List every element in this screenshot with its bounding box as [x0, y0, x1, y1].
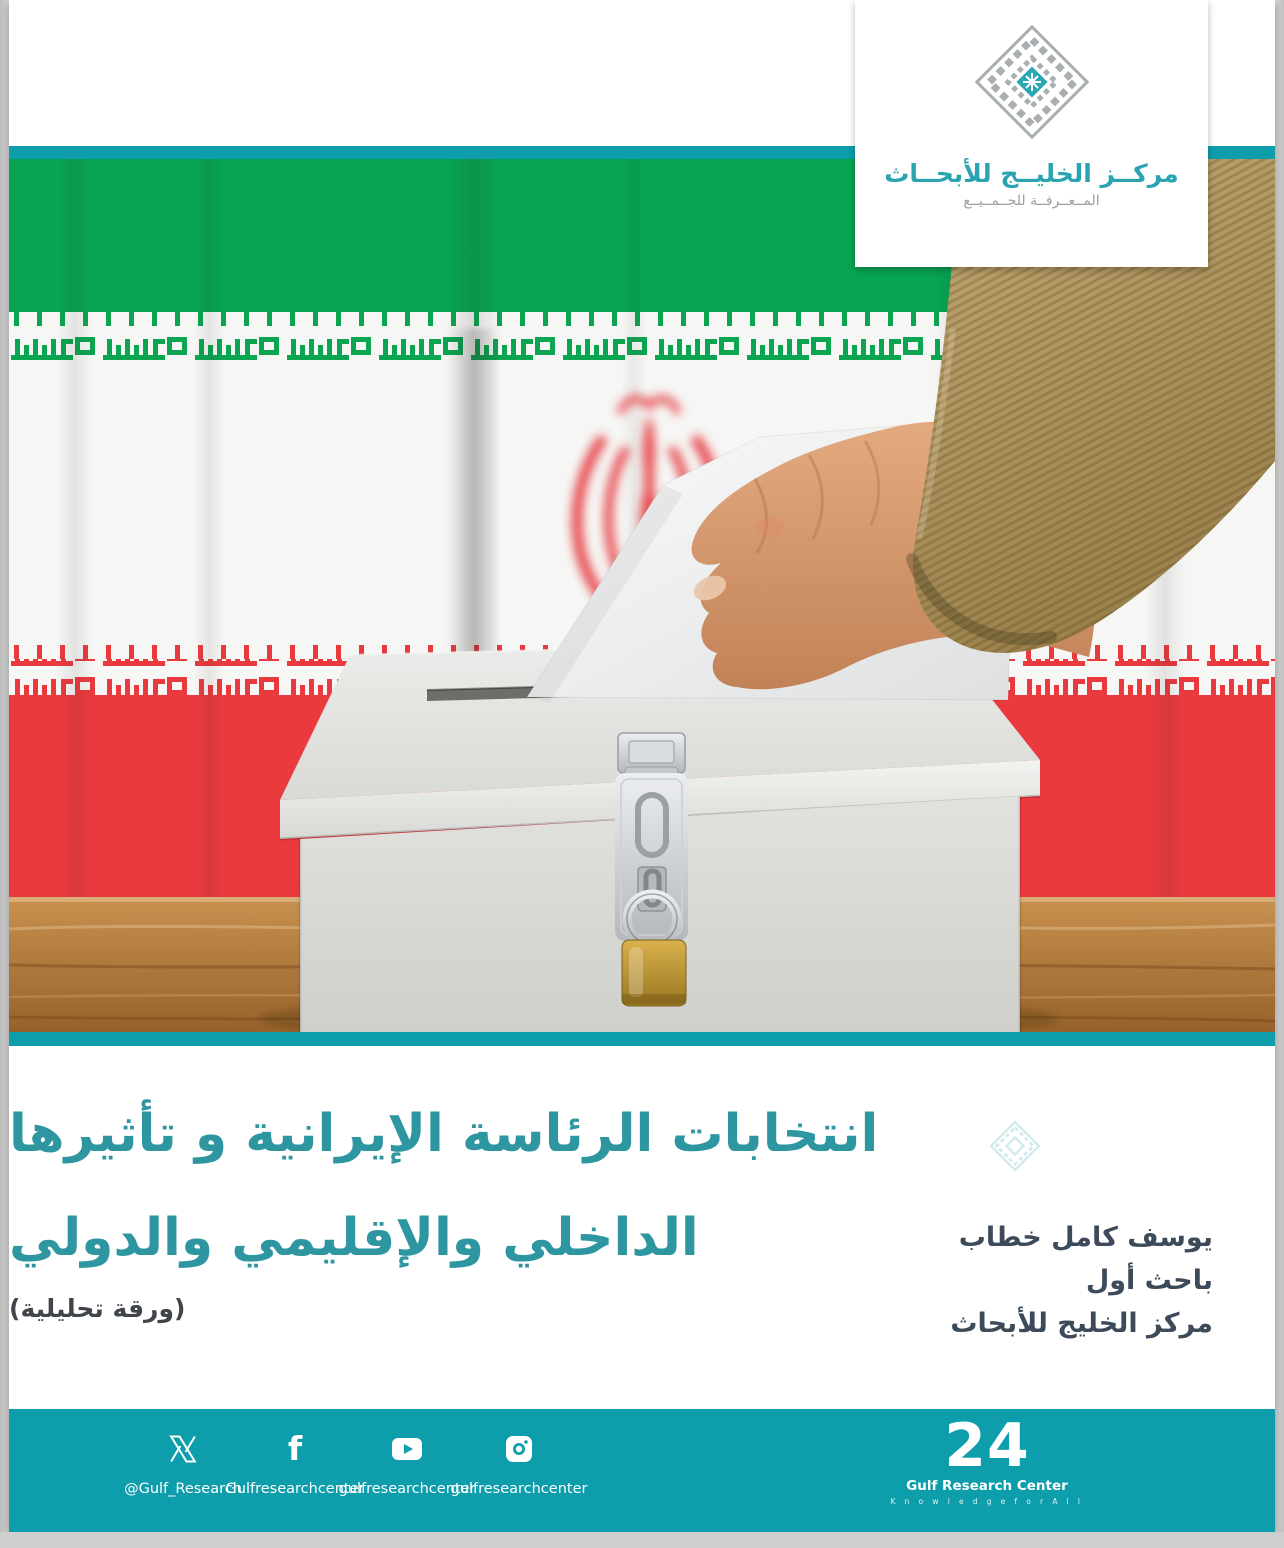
gulf-research-center-logo-card [855, 0, 1208, 267]
social-links-group [124, 1429, 588, 1497]
x-twitter-icon [168, 1431, 198, 1467]
youtube-icon [392, 1431, 422, 1467]
grc-24-logo [887, 1411, 1087, 1506]
x-handle: @Gulf_Research [124, 1481, 242, 1497]
author-block [873, 1216, 1213, 1345]
org-tagline: المــعــرفــة للجــمــيــع [963, 192, 1100, 209]
social-col-youtube [338, 1431, 476, 1497]
instagram-icon [506, 1431, 532, 1467]
author-role: باحث أول [1085, 1265, 1213, 1296]
page-bottom-margin [0, 1532, 1284, 1548]
facebook-handle: Gulfresearchcenter [225, 1481, 365, 1497]
grc-brand-tagline: K n o w l e d g e f o r A l l [890, 1497, 1084, 1506]
facebook-icon: f [287, 1429, 303, 1468]
ballot-box-scene [9, 159, 1275, 1032]
diamond-watermark-icon [985, 1116, 1045, 1176]
org-name: مركــز الخليــج للأبحــاث [884, 159, 1179, 188]
social-col-facebook [225, 1429, 365, 1497]
report-title-line1: انتخابات الرئاسة الإيرانية و تأثيرها [9, 1104, 879, 1164]
instagram-handle: gulfresearchcenter [450, 1481, 588, 1497]
youtube-handle: gulfresearchcenter [338, 1481, 476, 1497]
social-col-x [124, 1431, 242, 1497]
footer-social-bar [9, 1409, 1275, 1532]
report-title-line2: الداخلي والإقليمي والدولي [9, 1208, 699, 1268]
grc-24-number: 24 [944, 1411, 1030, 1481]
photo-bottom-teal-bar [9, 1032, 1275, 1046]
grc-brand-name: Gulf Research Center [906, 1478, 1068, 1494]
author-org: مركز الخليج للأبحاث [950, 1308, 1213, 1339]
report-subtitle: (ورقة تحليلية) [9, 1294, 186, 1323]
kufic-diamond-logo-icon [962, 18, 1102, 158]
social-col-instagram [450, 1431, 588, 1497]
author-name: يوسف كامل خطاب [958, 1222, 1213, 1253]
report-cover-page [9, 0, 1275, 1532]
cover-photo [9, 159, 1275, 1032]
